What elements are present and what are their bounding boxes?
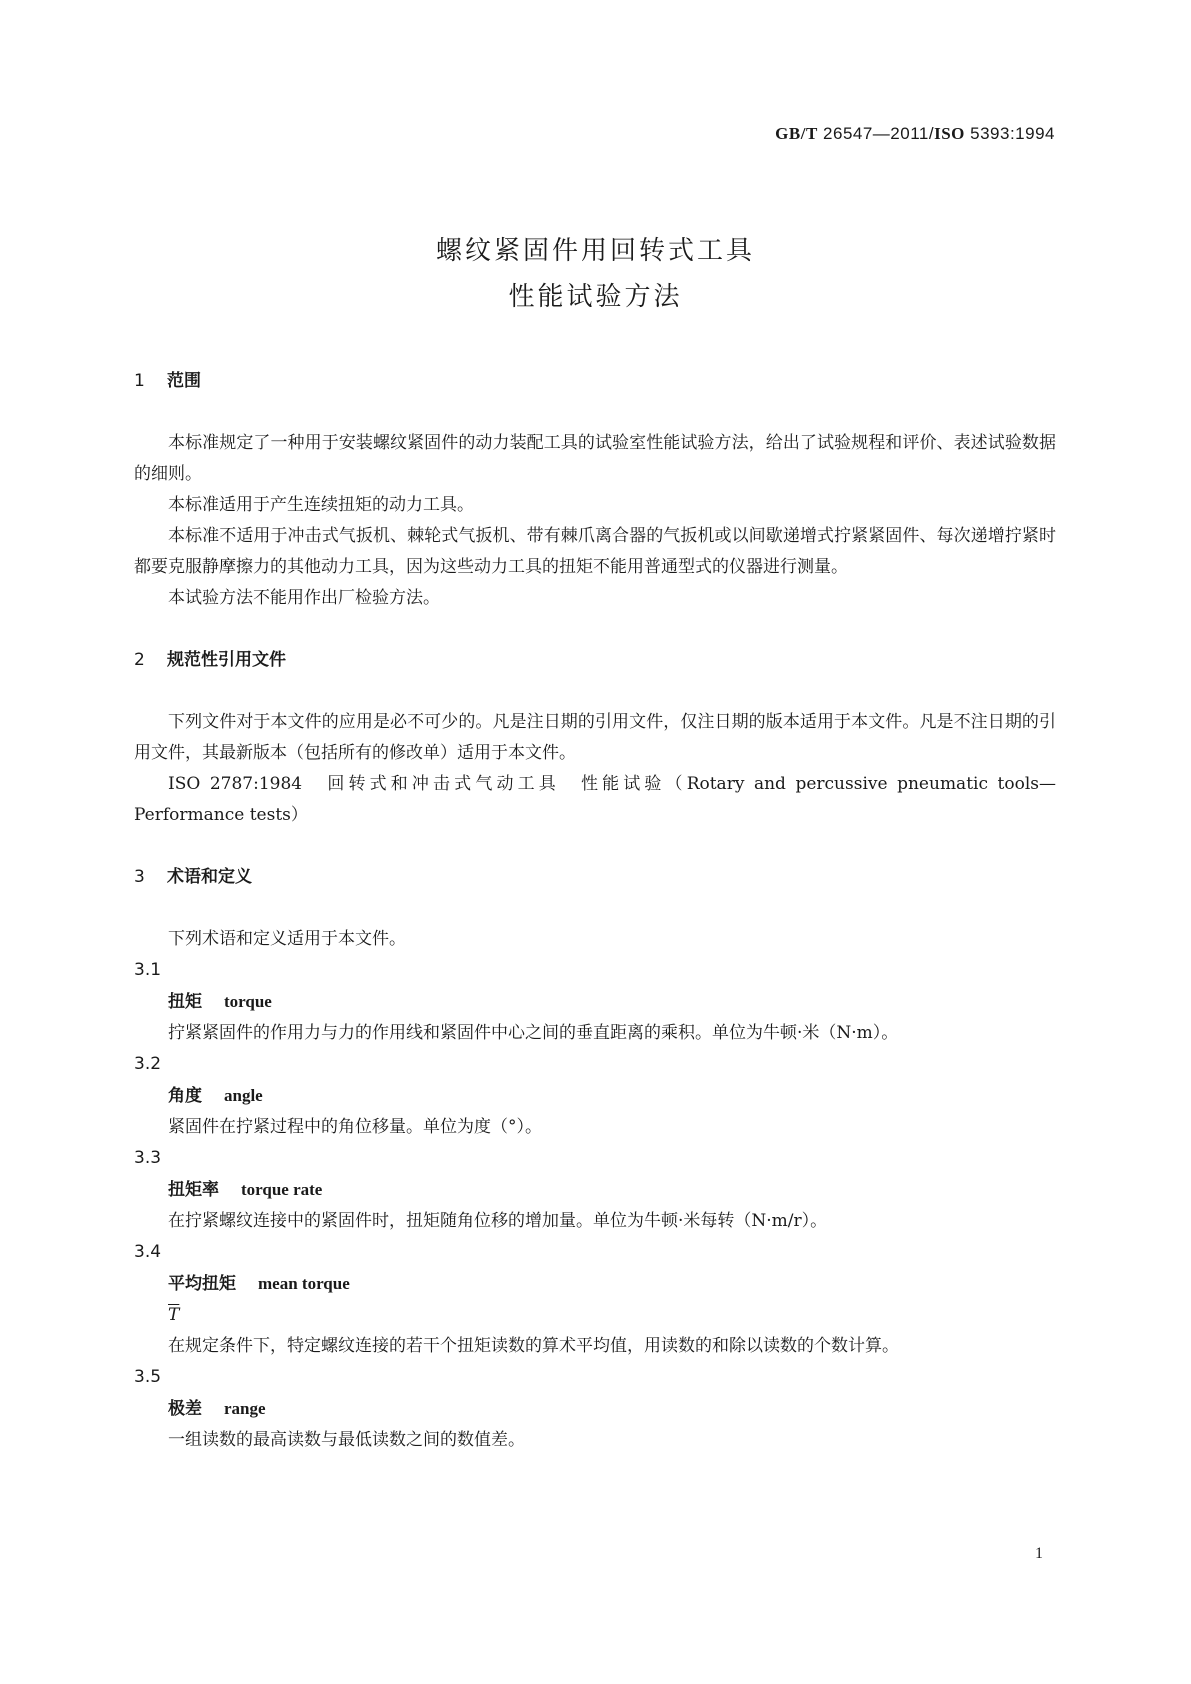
page-number: 1 [1035, 1545, 1043, 1562]
term-name-zh: 平均扭矩 [168, 1274, 236, 1294]
term-name [134, 1268, 1056, 1300]
term-name-en: torque [224, 992, 272, 1011]
term-name [134, 1393, 1056, 1425]
term-symbol [134, 1300, 1056, 1331]
term-name-en: range [224, 1399, 266, 1418]
term-definition: 在规定条件下，特定螺纹连接的若干个扭矩读数的算术平均值，用读数的和除以读数的个数计算。 [168, 1336, 899, 1356]
term-definition: 一组读数的最高读数与最低读数之间的数值差。 [168, 1430, 525, 1450]
section-3-title: 术语和定义 [167, 867, 252, 887]
term-name-zh: 极差 [168, 1399, 202, 1419]
standard-code-number: 26547—2011/ [823, 124, 935, 143]
term-number: 3.3 [134, 1148, 162, 1168]
standard-code [775, 124, 1055, 144]
section-1-heading [134, 366, 1056, 397]
term-name-zh: 扭矩 [168, 992, 202, 1012]
section-3-intro: 下列术语和定义适用于本文件。 [168, 929, 406, 949]
term-definition: 紧固件在拧紧过程中的角位移量。单位为度（°）。 [168, 1117, 542, 1137]
section-3-heading [134, 862, 1056, 893]
standard-code-prefix: GB/T [775, 124, 818, 143]
document-body [134, 366, 1056, 1456]
term-name-zh: 扭矩率 [168, 1180, 219, 1200]
term-definition: 拧紧紧固件的作用力与力的作用线和紧固件中心之间的垂直距离的乘积。单位为牛顿·米（N·m）。 [168, 1023, 899, 1043]
section-3-number: 3 [134, 867, 145, 887]
section-1-paragraph: 本标准不适用于冲击式气扳机、棘轮式气扳机、带有棘爪离合器的气扳机或以间歇递增式拧紧紧固件、每次递增拧紧时都要克服静摩擦力的其他动力工具，因为这些动力工具的扭矩不能用普通型式的仪器进行测量。 [134, 526, 1056, 577]
section-2-heading [134, 645, 1056, 676]
document-title [0, 228, 1191, 320]
mean-torque-symbol: $\overline{T}$ [168, 1305, 180, 1325]
term-name-zh: 角度 [168, 1086, 202, 1106]
term-name [134, 986, 1056, 1018]
section-2-number: 2 [134, 650, 145, 670]
title-line-2: 性能试验方法 [508, 282, 683, 312]
section-1-title: 范围 [167, 371, 201, 391]
section-1-number: 1 [134, 371, 145, 391]
section-1-paragraph: 本标准规定了一种用于安装螺纹紧固件的动力装配工具的试验室性能试验方法，给出了试验规程和评价、表述试验数据的细则。 [134, 433, 1056, 484]
section-2-title: 规范性引用文件 [167, 650, 286, 670]
section-1-paragraph: 本试验方法不能用作出厂检验方法。 [168, 588, 440, 608]
section-2-paragraph: 下列文件对于本文件的应用是必不可少的。凡是注日期的引用文件，仅注日期的版本适用于本文件。凡是不注日期的引用文件，其最新版本（包括所有的修改单）适用于本文件。 [134, 712, 1056, 763]
term-name-en: mean torque [258, 1274, 350, 1293]
term-definition: 在拧紧螺纹连接中的紧固件时，扭矩随角位移的增加量。单位为牛顿·米每转（N·m/r）。 [168, 1211, 828, 1231]
normative-reference: ISO 2787:1984 回转式和冲击式气动工具 性能试验（Rotary and percussive pneumatic tools—Performance tests） [134, 774, 1056, 825]
section-1-paragraph: 本标准适用于产生连续扭矩的动力工具。 [168, 495, 474, 515]
term-number: 3.1 [134, 960, 162, 980]
term-name-en: torque rate [241, 1180, 323, 1199]
term-number: 3.4 [134, 1242, 162, 1262]
term-number: 3.2 [134, 1054, 162, 1074]
term-name-en: angle [224, 1086, 263, 1105]
standard-code-iso-number: 5393:1994 [970, 124, 1055, 143]
term-name [134, 1174, 1056, 1206]
term-name [134, 1080, 1056, 1112]
term-number: 3.5 [134, 1367, 162, 1387]
title-line-1: 螺纹紧固件用回转式工具 [435, 236, 755, 266]
standard-code-iso: ISO [934, 124, 965, 143]
